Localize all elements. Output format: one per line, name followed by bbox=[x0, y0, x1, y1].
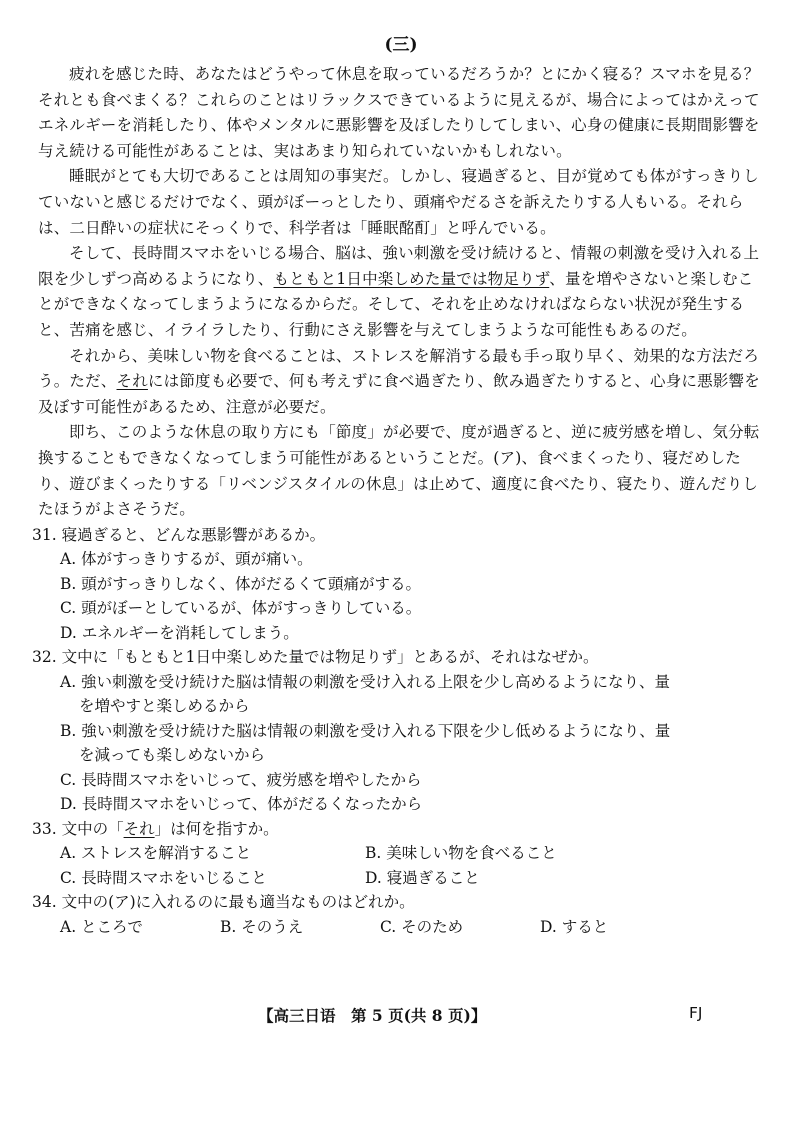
passage-paragraph-4 bbox=[38, 344, 764, 421]
passage-paragraph-5: 即ち、このような休息の取り方にも「節度」が必要で、度が過ぎると、逆に疲労感を増し、気分転換することもできなくなってしまう可能性があるということだ。(ア)、食べまくったり、寝だめしたり、遊びまくったりする「リベンジスタイルの休息」は止めて、適度に食べたり、寝たり、遊んだりしたほうがよさそうだ。 bbox=[38, 423, 760, 519]
q33-option-b[interactable]: B. 美味しい物を食べること bbox=[365, 844, 557, 863]
q34-options-row bbox=[38, 915, 764, 940]
q33-stem-before: 33. 文中の「 bbox=[32, 819, 124, 838]
p3-text-after: 、量を増やさないと楽しむことができなくなってしまうようになるからだ。そして、それを止めなければならない状況が発生すると、苦痛を感じ、イライラしたり、行動にさえ影響を与えてしまうような可能性もあるのだ。 bbox=[38, 269, 754, 339]
q33-options-row-1 bbox=[38, 841, 764, 866]
q32-option-b-line1: B. 強い刺激を受け続けた脳は情報の刺激を受け入れる下限を少し低めるようになり、量 bbox=[60, 721, 671, 740]
exam-page bbox=[32, 34, 764, 939]
p4-text-before: それから、美味しい物を食べることは、ストレスを解消する最も手っ取り早く、効果的な方法だろう。ただ、 bbox=[38, 346, 760, 391]
q33-option-a[interactable]: A. ストレスを解消すること bbox=[60, 844, 252, 863]
q32-stem: 32. 文中に「もともと1日中楽しめた量では物足りず」とあるが、それはなぜか。 bbox=[32, 648, 599, 667]
q34-option-c[interactable]: C. そのため bbox=[380, 917, 464, 936]
question-32 bbox=[32, 645, 764, 817]
p4-underlined-word: それ bbox=[116, 372, 148, 391]
q32-option-a[interactable] bbox=[38, 670, 764, 719]
q32-option-b[interactable] bbox=[38, 719, 764, 768]
q34-option-d[interactable]: D. すると bbox=[540, 917, 609, 936]
q33-stem-underlined: それ bbox=[123, 819, 155, 838]
question-34 bbox=[32, 890, 764, 939]
q32-option-a-line1: A. 強い刺激を受け続けた脳は情報の刺激を受け入れる上限を少し高めるようになり、量 bbox=[60, 672, 671, 691]
q33-options-row-2 bbox=[38, 866, 764, 891]
page-number-label: 【高三日语 第 5 页(共 8 页)】 bbox=[258, 1006, 487, 1025]
q31-option-d[interactable]: D. エネルギーを消耗してしまう。 bbox=[60, 623, 299, 642]
q33-stem-after: 」は何を指すか。 bbox=[154, 819, 279, 838]
q34-option-b[interactable]: B. そのうえ bbox=[220, 917, 304, 936]
q32-option-d[interactable]: D. 長時間スマホをいじって、体がだるくなったから bbox=[60, 795, 423, 814]
passage-paragraph-2: 睡眠がとても大切であることは周知の事実だ。しかし、寝過ぎると、目が覚めても体がすっきりしていないと感じるだけでなく、頭がぼーっとしたり、頭痛やだるさを訴えたりする人もいる。それらは、二日酔いの症状にそっくりで、科学者は「睡眠酩酊」と呼んでいる。 bbox=[38, 167, 759, 237]
q32-option-c[interactable]: C. 長時間スマホをいじって、疲労感を増やしたから bbox=[60, 770, 422, 789]
question-31 bbox=[32, 523, 764, 646]
p3-underlined-phrase: もともと1日中楽しめた量では物足りず bbox=[273, 269, 550, 288]
q31-option-a[interactable]: A. 体がすっきりするが、頭が痛い。 bbox=[60, 550, 313, 569]
q34-option-a[interactable]: A. ところで bbox=[60, 917, 143, 936]
exam-code: FJ bbox=[689, 1004, 703, 1022]
q33-option-d[interactable]: D. 寝過ぎること bbox=[365, 868, 480, 887]
section-title: (三) bbox=[384, 35, 418, 55]
question-33 bbox=[32, 817, 764, 891]
q33-stem bbox=[32, 817, 764, 842]
q33-option-c[interactable]: C. 長時間スマホをいじること bbox=[60, 868, 267, 887]
q34-stem: 34. 文中の(ア)に入れるのに最も適当なものはどれか。 bbox=[32, 893, 415, 912]
p4-text-after: には節度も必要で、何も考えずに食べ過ぎたり、飲み過ぎたりすると、心身に悪影響を及ぼす可能性があるため、注意が必要だ。 bbox=[38, 372, 760, 416]
q31-stem: 31. 寝過ぎると、どんな悪影響があるか。 bbox=[32, 525, 326, 544]
q31-option-b[interactable]: B. 頭がすっきりしなく、体がだるくて頭痛がする。 bbox=[60, 574, 422, 593]
p3-text-before: そして、長時間スマホをいじる場合、脳は、強い刺激を受け続けると、情報の刺激を受け入れる上限を少しずつ高めるようになり、 bbox=[38, 244, 760, 288]
q31-option-c[interactable]: C. 頭がぼーとしているが、体がすっきりしている。 bbox=[60, 599, 422, 618]
q32-option-b-line2: を減っても楽しめないから bbox=[79, 746, 266, 765]
passage-paragraph-3 bbox=[38, 241, 764, 343]
passage-paragraph-1: 疲れを感じた時、あなたはどうやって休息を取っているだろうか？とにかく寝る？スマホを見る？それとも食べまくる？これらのことはリラックスできているように見えるが、場合によってはかえってエネルギーを消耗したり、体やメンタルに悪影響を及ぼしたりしてしまい、心身の健康に長期間影響を与え続ける可能性があることは、実はあまり知られていないかもしれない。 bbox=[38, 65, 760, 160]
q32-option-a-line2: を増やすと楽しめるから bbox=[79, 697, 250, 716]
reading-passage bbox=[38, 62, 764, 523]
